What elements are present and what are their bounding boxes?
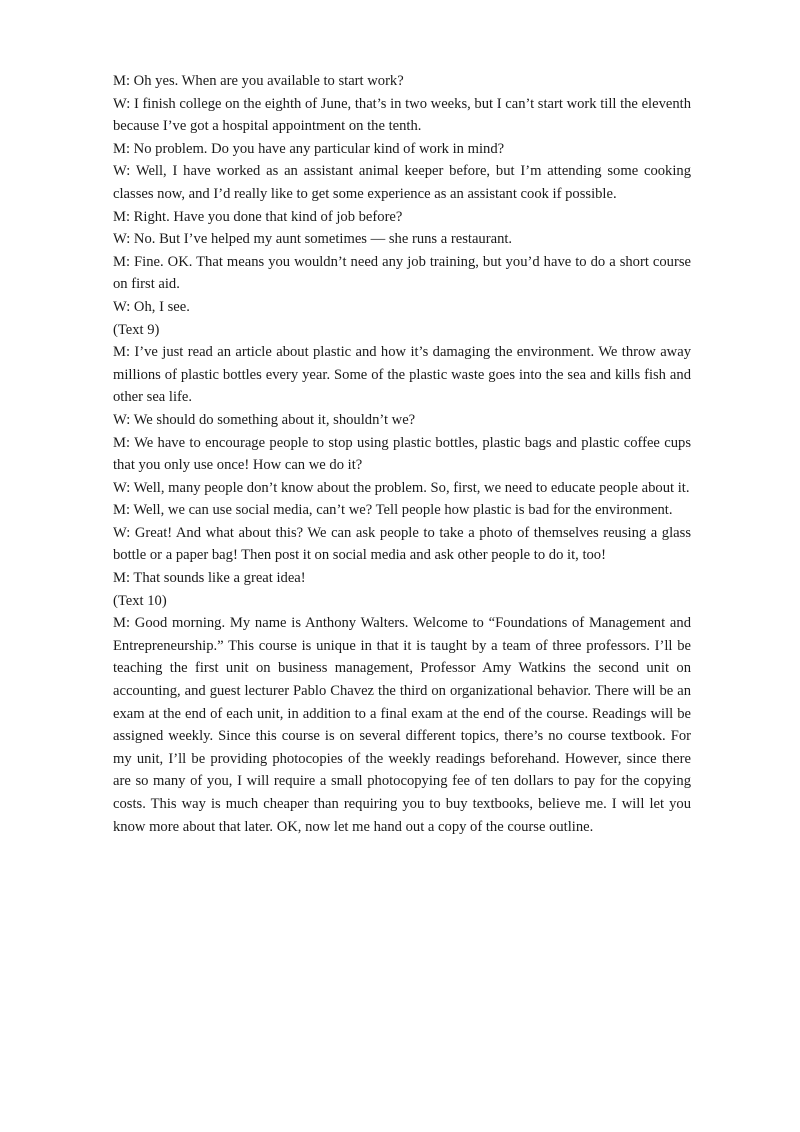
line-w-oh-i-see: W: Oh, I see. [113, 298, 190, 315]
line-w-assistant-cook: W: Well, I have worked as an assistant animal keeper before, but I’m attending some cooking classes now, and I’d really like to get some experience as an assistant cook if possible. [113, 163, 691, 202]
line-m-available: M: Oh yes. When are you available to start work? [113, 73, 404, 89]
line-w-educate-people: W: Well, many people don’t know about the problem. So, first, we need to educate people about it. [113, 479, 690, 496]
section-heading-text-10: (Text 10) [113, 592, 167, 609]
line-w-do-something: W: We should do something about it, shouldn’t we? [113, 411, 416, 428]
line-m-encourage-people: M: We have to encourage people to stop using plastic bottles, plastic bags and plastic coffee cups that you only use once! How can we do it? [113, 434, 691, 474]
line-w-finish-college: W: I finish college on the eighth of June, that’s in two weeks, but I can’t start work till the eleventh because I’ve got a hospital appointment on the tenth. [113, 95, 691, 135]
line-m-no-problem: M: No problem. Do you have any particular kind of work in mind? [113, 140, 505, 157]
section-heading-text-9: (Text 9) [113, 321, 160, 338]
line-m-great-idea: M: That sounds like a great idea! [113, 570, 306, 587]
line-m-plastic-article: M: I’ve just read an article about plastic and how it’s damaging the environment. We throw away millions of plastic bottles every year. Some of the plastic waste goes into the sea and kills fish and other sea life. [113, 344, 691, 406]
line-w-photo-idea: W: Great! And what about this? We can ask people to take a photo of themselves reusing a glass bottle or a paper bag! Then post it on social media and ask other people to do it, too! [113, 524, 691, 564]
line-m-done-job-before: M: Right. Have you done that kind of job before? [113, 208, 403, 225]
transcript-page [113, 70, 691, 838]
line-m-first-aid: M: Fine. OK. That means you wouldn’t need any job training, but you’d have to do a short course on first aid. [113, 253, 691, 293]
line-m-social-media: M: Well, we can use social media, can’t we? Tell people how plastic is bad for the environment. [113, 502, 673, 519]
line-w-helped-aunt: W: No. But I’ve helped my aunt sometimes — she runs a restaurant. [113, 231, 513, 248]
line-m-course-intro: M: Good morning. My name is Anthony Walters. Welcome to “Foundations of Management and Entrepreneurship.” This course is unique in that it is taught by a team of three professors. I’ll be teaching the first unit on business management, Professor Amy Watkins the second unit on accounting, and guest lecturer Pablo Chavez the third on organizational behavior. There will be an exam at the end of each unit, in addition to a final exam at the end of the course. Readings will be assigned weekly. Since this course is on several different topics, there’s no course textbook. For my unit, I’ll be providing photocopies of the weekly readings beforehand. However, since there are so many of you, I will require a small photocopying fee of ten dollars to pay for the copying costs. This way is much cheaper than requiring you to buy textbooks, believe me. I will let you know more about that later. OK, now let me hand out a copy of the course outline. [113, 615, 691, 835]
